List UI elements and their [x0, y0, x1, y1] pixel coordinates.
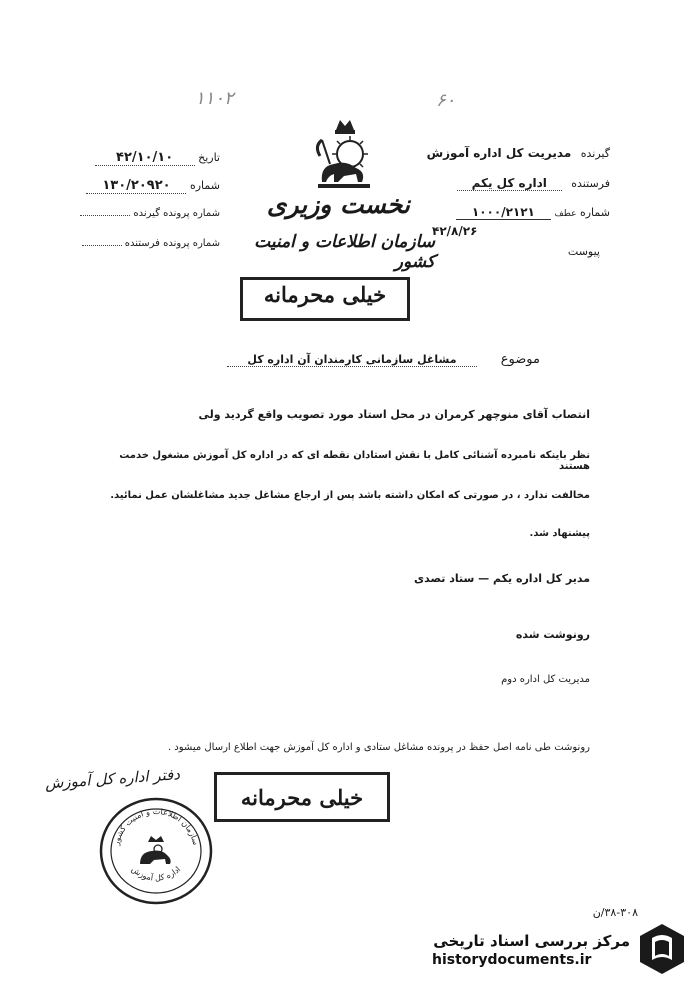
number-date: ۴۲/۸/۲۶ — [432, 224, 478, 238]
receiver-field — [420, 146, 610, 160]
classification-stamp-top: خیلی محرمانه — [240, 277, 410, 321]
cc-line-1: مدیریت کل اداره دوم — [501, 674, 590, 685]
signature-line-1: مدیر کل اداره یکم — ستاد تصدی — [414, 572, 590, 585]
number-label-right: شماره — [579, 206, 610, 219]
sender-field — [420, 176, 610, 191]
handwritten-signature: دفتر اداره کل آموزش — [44, 765, 181, 793]
body-line-3: مخالفت ندارد ، در صورتی که امکان داشته باشد پس از ارجاع مشاغل جدید مشاغلشان عمل نمائید. — [110, 490, 590, 501]
top-mark-left: ۱۱۰۲ — [195, 88, 234, 109]
sender-label: فرستنده — [571, 177, 610, 190]
org-subtitle: سازمان اطلاعات و امنیت کشور — [254, 232, 435, 272]
cc-line-2: رونوشت طی نامه اصل حفظ در پرونده مشاغل ستادی و اداره کل آموزش جهت اطلاع ارسال میشود . — [167, 742, 590, 753]
lion-and-sun-crown-emblem — [300, 116, 390, 196]
date-field — [60, 150, 220, 166]
org-title: نخست وزیری — [266, 190, 410, 219]
top-mark-center: ۶۰ — [436, 90, 456, 111]
footer-url: historydocuments.ir — [432, 952, 592, 968]
receiver-label: گیرنده — [580, 147, 610, 160]
attachment-label: پیوست — [567, 245, 600, 258]
round-seal — [96, 794, 216, 908]
body-line-1: انتصاب آقای منوچهر کرمران در محل استاد مورد تصویب واقع گردید ولی — [198, 408, 590, 421]
seal-emblem-icon — [140, 836, 171, 864]
signature-line-2: رونوشت شده — [515, 628, 590, 641]
footer-title: مرکز بررسی اسناد تاریخی — [433, 932, 630, 950]
seal-top-text: سازمان اطلاعات و امنیت کشور — [111, 806, 201, 846]
body-line-2: نظر باینکه نامبرده آشنائی کامل با نقش استادان نقطه ای که در اداره کل آموزش مشغول خدمت هستند — [119, 450, 590, 472]
svg-text:اداره کل آموزش — [130, 865, 183, 883]
receiver-file-field — [60, 208, 220, 219]
number-value-left: ۱۳۰/۲۰۹۲۰ — [86, 178, 186, 194]
receiver-file-label: شماره پرونده گیرنده — [133, 208, 220, 219]
subject-label: موضوع — [500, 352, 540, 367]
body-line-4: پیشنهاد شد. — [529, 528, 590, 539]
date-value: ۴۲/۱۰/۱۰ — [95, 150, 195, 166]
seal-bottom-text: اداره کل آموزش — [129, 864, 183, 883]
atf-label: عطف — [554, 209, 577, 219]
history-documents-logo-icon — [636, 920, 688, 978]
number-field-right — [420, 205, 610, 220]
sender-file-label: شماره پرونده فرستنده — [124, 238, 220, 249]
number-field-left — [60, 178, 220, 194]
sender-file-field — [60, 238, 220, 249]
number-label-left: شماره — [189, 179, 220, 192]
number-value-right: ۱۰۰۰/۲۱۲۱ — [456, 205, 551, 220]
subject-value: مشاغل سازمانی کارمندان آن اداره کل — [227, 353, 477, 367]
archive-code: ۳۸-۳۰۸/ن — [592, 906, 638, 919]
sender-value: اداره کل یکم — [457, 176, 562, 191]
subject-line — [170, 352, 540, 367]
date-label: تاریخ — [198, 151, 220, 164]
classification-stamp-bottom: خیلی محرمانه — [214, 772, 390, 822]
receiver-value: مدیریت کل اداره آموزش — [426, 146, 572, 160]
